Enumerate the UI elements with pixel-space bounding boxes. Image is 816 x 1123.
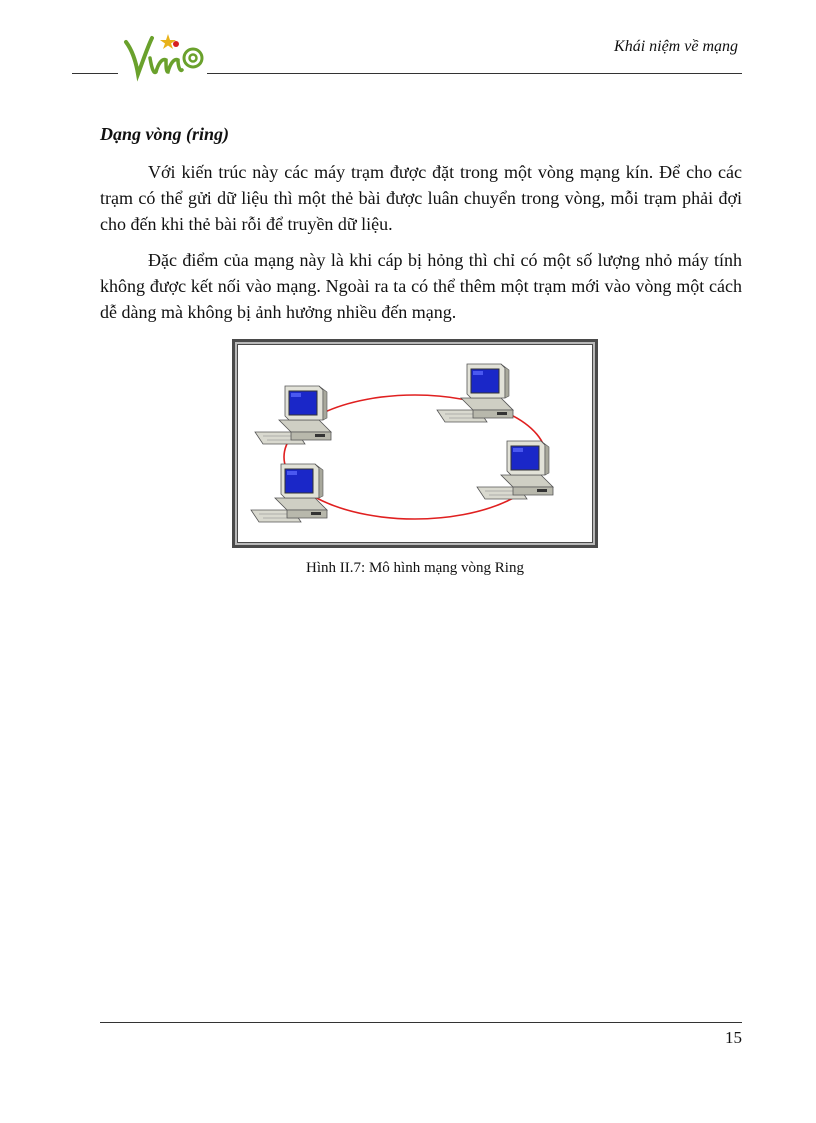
computer-4 xyxy=(477,441,553,499)
header-rule-right xyxy=(207,73,742,74)
header-title: Khái niệm về mạng xyxy=(614,38,738,55)
paragraph-1: Với kiến trúc này các máy trạm được đặt trong một vòng mạng kín. Để cho các trạm có thể gửi dữ liệu thì một thẻ bài được luân chuyển trong vòng, mỗi trạm phải đợi cho đến khi thẻ bài rỗi để truyền dữ liệu. xyxy=(100,162,742,234)
figure-caption: Hình II.7: Mô hình mạng vòng Ring xyxy=(306,560,524,576)
paragraph-2: Đặc điểm của mạng này là khi cáp bị hỏng thì chỉ có một số lượng nhỏ máy tính không được kết nối vào mạng. Ngoài ra ta có thể thêm một trạm mới vào vòng một cách dễ dàng mà không bị ảnh hưởng nhiều đến mạng. xyxy=(100,250,742,322)
header-rule-left xyxy=(72,73,118,74)
footer-rule xyxy=(100,1022,742,1023)
computer-2 xyxy=(437,364,513,422)
computer-3 xyxy=(251,464,327,522)
computer-1 xyxy=(255,386,331,444)
ring-network-figure xyxy=(232,339,598,548)
page-number: 15 xyxy=(725,1028,742,1047)
section-heading: Dạng vòng (ring) xyxy=(100,124,230,144)
vnmedia-logo xyxy=(118,28,210,84)
